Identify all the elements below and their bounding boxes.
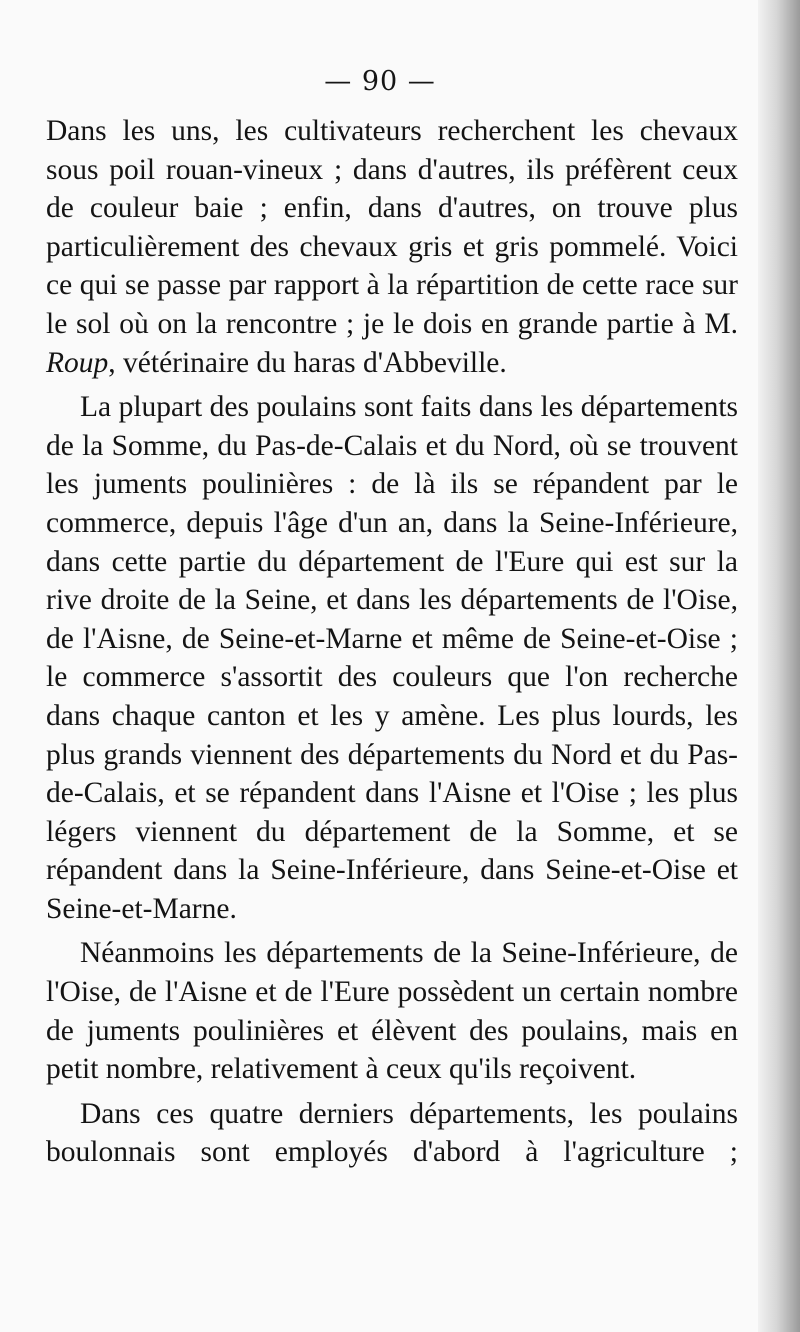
paragraph-2: La plupart des poulains sont faits dans les départements de la Somme, du Pas-de-Calais et du Nord, où se trouvent les juments poulinières : de là ils se répandent par le commerce, depuis l'âge d'un an, dans la Seine-Inférieure, dans cette partie du département de l'Eure qui est sur la rive droite de la Seine, et dans les départements de l'Oise, de l'Aisne, de Seine-et-Marne et même de Seine-et-Oise ; le commerce s'assortit des couleurs que l'on recherche dans chaque canton et les y amène. Les plus lourds, les plus grands viennent des départements du Nord et du Pas-de-Calais, et se répandent dans l'Aisne et l'Oise ; les plus légers viennent du département de la Somme, et se répandent dans la Seine-Inférieure, dans Seine-et-Oise et Seine-et-Marne. <box>46 391 738 925</box>
paragraph-1-text-after: , vétérinaire du haras d'Abbeville. <box>108 346 507 379</box>
paragraph-4: Dans ces quatre derniers départements, les poulains boulonnais sont employés d'abord à l'agriculture ; <box>46 1097 738 1169</box>
page-number: — 90 — <box>324 66 436 97</box>
veterinarian-name: Roup <box>46 346 109 379</box>
paragraph-1 <box>46 112 738 382</box>
text-body <box>46 112 738 1172</box>
paragraph-3: Néanmoins les départements de la Seine-Inférieure, de l'Oise, de l'Aisne et de l'Eure possèdent un certain nombre de juments poulinières et élèvent des poulains, mais en petit nombre, relativement à ceux qu'ils reçoivent. <box>46 937 738 1086</box>
paragraph-1-text-before: Dans les uns, les cultivateurs recherchent les chevaux sous poil rouan-vineux ; dans d'autres, ils préfèrent ceux de couleur baie ; enfin, dans d'autres, on trouve plus particulièrement des chevaux gris et gris pommelé. Voici ce qui se passe par rapport à la répartition de cette race sur le sol où on la rencontre ; je le dois en grande partie à M. <box>46 115 738 340</box>
page-edge-shadow <box>758 0 800 1332</box>
